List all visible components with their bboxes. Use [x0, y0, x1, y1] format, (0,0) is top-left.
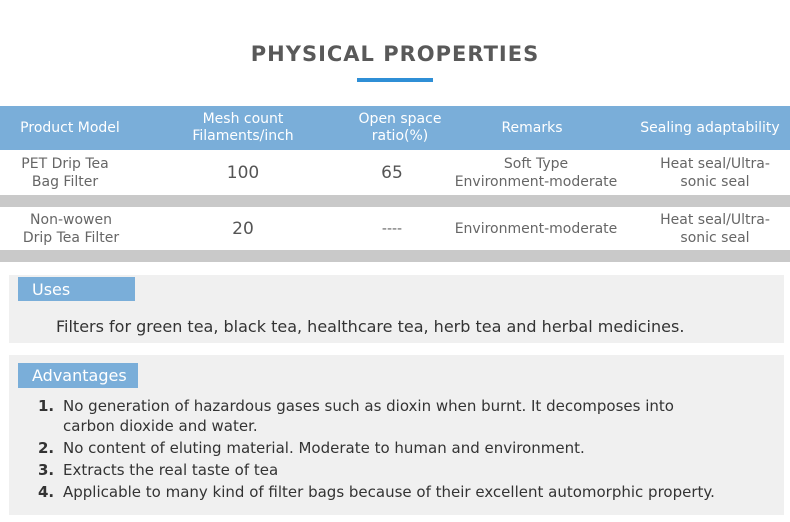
- row-separator: [0, 195, 790, 207]
- table-header: [0, 106, 790, 150]
- advantages-label: Advantages: [18, 363, 138, 388]
- header-remarks: Remarks: [501, 119, 563, 136]
- header-mesh-count: Mesh count Filaments/inch: [192, 111, 294, 144]
- list-item: [38, 396, 678, 436]
- cell-model: Non-wowen Drip Tea Filter: [22, 211, 120, 246]
- cell-remarks: Soft Type Environment-moderate: [454, 155, 618, 190]
- list-item-number: 2.: [38, 439, 55, 457]
- table-row: [0, 207, 790, 250]
- list-item-number: 3.: [38, 461, 55, 479]
- header-open-space: Open space ratio(%): [358, 111, 442, 144]
- cell-sealing: Heat seal/Ultra- sonic seal: [660, 211, 770, 246]
- cell-remarks: Environment-moderate: [454, 220, 618, 237]
- cell-mesh: 20: [232, 218, 254, 239]
- cell-open-space: ----: [381, 220, 403, 237]
- header-product-model: Product Model: [20, 119, 120, 136]
- list-item: [38, 438, 758, 458]
- list-item-text: Applicable to many kind of filter bags because of their excellent automorphic property.: [63, 483, 715, 501]
- cell-sealing: Heat seal/Ultra- sonic seal: [660, 155, 770, 190]
- uses-text: Filters for green tea, black tea, healthcare tea, herb tea and herbal medicines.: [56, 317, 685, 336]
- cell-model: PET Drip Tea Bag Filter: [21, 155, 109, 190]
- list-item-number: 4.: [38, 483, 55, 501]
- list-item-text: Extracts the real taste of tea: [63, 461, 279, 479]
- cell-open-space: 65: [381, 162, 403, 183]
- list-item: [38, 482, 758, 502]
- list-item-text: No content of eluting material. Moderate to human and environment.: [63, 439, 585, 457]
- list-item-text: No generation of hazardous gases such as dioxin when burnt. It decomposes into carbon dioxide and water.: [63, 397, 674, 435]
- page-title: PHYSICAL PROPERTIES: [250, 42, 540, 66]
- row-separator: [0, 250, 790, 262]
- list-item-number: 1.: [38, 397, 55, 415]
- advantages-list: [38, 396, 758, 502]
- title-underline: [357, 78, 433, 82]
- uses-label: Uses: [18, 277, 135, 301]
- cell-mesh: 100: [226, 162, 260, 183]
- table-row: [0, 150, 790, 195]
- header-sealing: Sealing adaptability: [640, 119, 780, 136]
- list-item: [38, 460, 758, 480]
